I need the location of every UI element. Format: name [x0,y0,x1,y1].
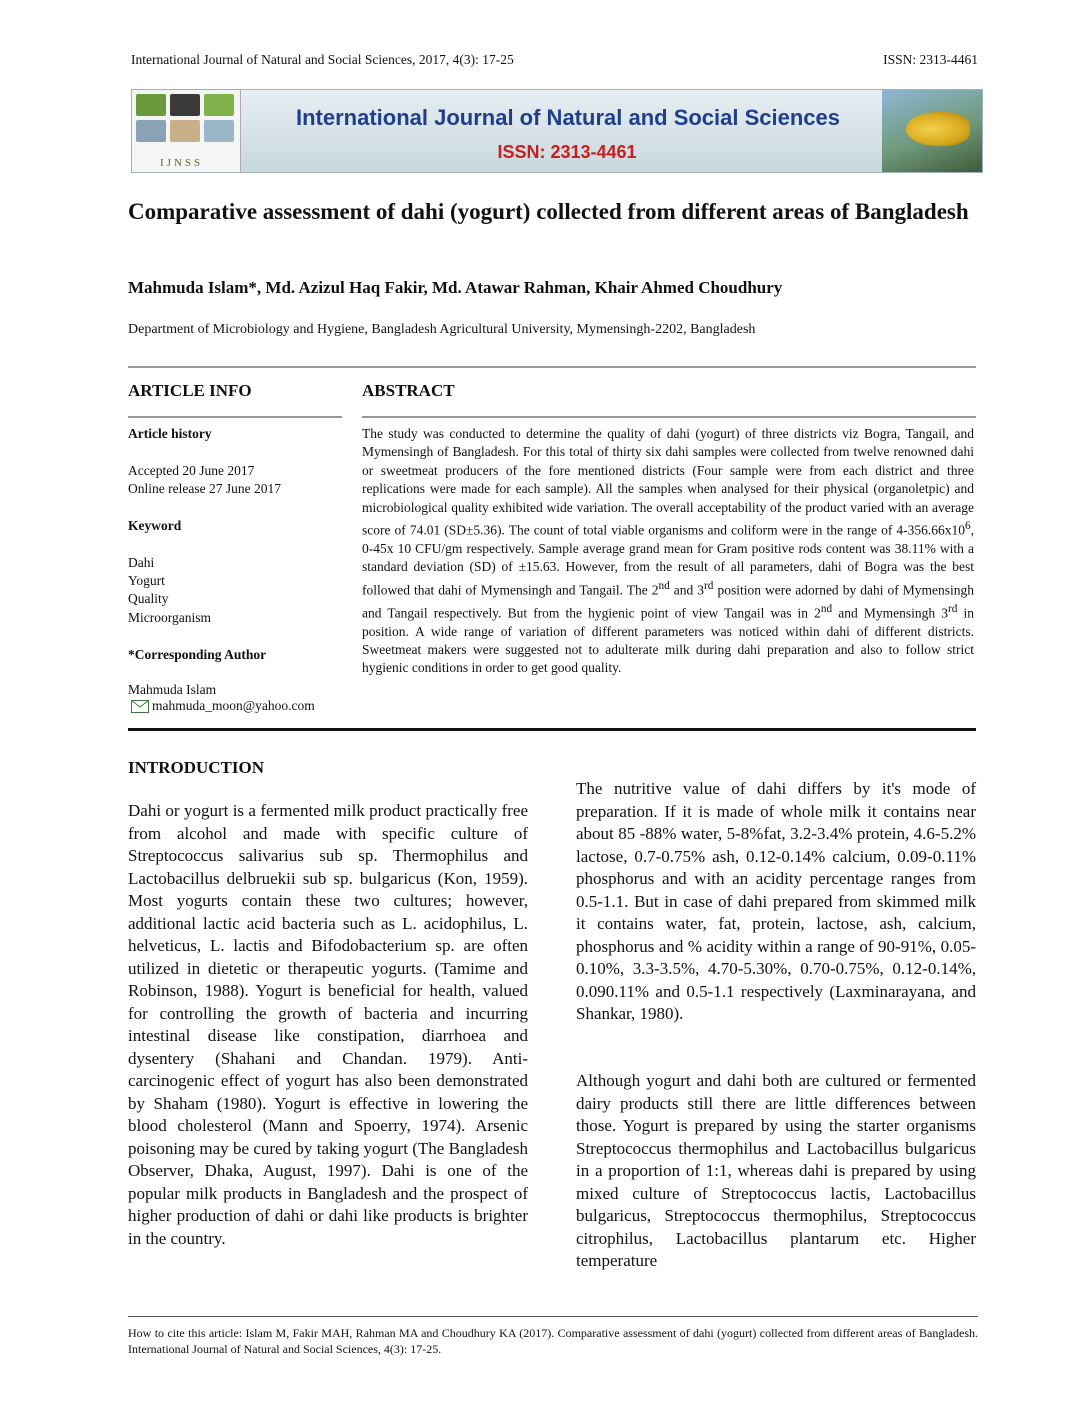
plant-image-icon [204,94,234,116]
banner-logo-collage [132,90,241,172]
lab-image-icon [204,120,234,142]
people-image-icon [170,120,200,142]
online-release-date: Online release 27 June 2017 [128,481,281,496]
running-issn: ISSN: 2313-4461 [883,52,978,67]
author-list: Mahmuda Islam*, Md. Azizul Haq Fakir, Md. Atawar Rahman, Khair Ahmed Choudhury [128,278,783,297]
corresponding-email[interactable]: mahmuda_moon@yahoo.com [152,698,315,713]
introduction-heading: INTRODUCTION [128,758,265,777]
introduction-right-paragraph-2: Although yogurt and dahi both are cultured or fermented dairy products still there are little differences between those. Yogurt is prepared by using the starter organisms Streptococcus thermophilus and Lactobacillus bulgaricus in a proportion of 1:1, whereas dahi is prepared by using mixed culture of Streptococcus lactis, Lactobacillus bulgaricus, Streptococcus thermophilus, Streptococcus citrophilus, Lactobacillus plantarum etc. Higher temperature [576,1071,976,1270]
envelope-icon [131,700,149,713]
running-title: International Journal of Natural and Social Sciences, 2017, 4(3): 17-25 [131,52,514,67]
accepted-date: Accepted 20 June 2017 [128,463,255,478]
banner-title: International Journal of Natural and Social Sciences [295,105,841,130]
article-info-rule [128,416,342,418]
keyword-heading: Keyword [128,518,182,533]
article-history-heading: Article history [128,426,212,441]
article-title: Comparative assessment of dahi (yogurt) collected from different areas of Bangladesh [128,199,969,224]
banner-photo [882,90,982,172]
abstract-rule [362,416,976,418]
banner-issn: ISSN: 2313-4461 [497,142,637,162]
introduction-left-paragraph: Dahi or yogurt is a fermented milk product practically free from alcohol and made with specific culture of Streptococcus salivarius sub sp. Thermophilus and Lactobacillus delbruekii sub sp. bulgaricus (Kon, 1959). Most yogurts contain these two cultures; however, additional lactic acid bacteria such as L. acidophilus, L. helveticus, L. lactis and Bifodobacterium sp. are often utilized in dietetic or therapeutic yogurts. (Tamime and Robinson, 1988). Yogurt is beneficial for health, valued for controlling the growth of bacteria and incurring intestinal disease like constipation, diarrhoea and dysentery (Shahani and Chandan. 1979). Anti-carcinogenic effect of yogurt has also been demonstrated by Shaham (1980). Yogurt is effective in lowering the blood cholesterol (Mann and Spoerry, 1974). Arsenic poisoning may be cured by taking yogurt (The Bangladesh Observer, Dhaka, August, 1997). Dahi is one of the popular milk products in Bangladesh and the prospect of higher production of dahi or dahi like products is brighter in the country. [128,801,528,1248]
fish-photo-icon [906,112,970,146]
animal-image-icon [170,94,200,116]
banner-abbreviation: IJNSS [160,157,204,169]
abstract-text: The study was conducted to determine the quality of dahi (yogurt) of three districts viz Bogra, Tangail, and Mymensingh of Bangladesh. For this total of thirty six dahi samples were collected from twelve renowned dahi or sweetmeat producers of the fore mentioned districts (Four sample were from each district and three replications were made for each sample). All the samples when analysed for their physical (organoletpic) and microbiological quality exhibited wide variation. The overall acceptability of the product varied with an average score of 74.01 (SD±5.36). The count of total viable organisms and coliform were in the range of $4-356.66x10^6$, 0-45x 10 CFU/gm respectively. Sample average grand mean for Gram positive rods content was 38.11% with a standard deviation (SD) of ±15.63. However, from the result of all parameters, dahi of Bogra was the best followed that dahi of Mymensingh and Tangail. The 2nd and 3rd position were adorned by dahi of Mymensingh and Tangail respectively. But from the hygienic point of view Tangail was in 2nd and Mymensingh 3rd in position. A wide range of variation of different parameters was noticed within dahi of different districts. Sweetmeat makers were suggested not to adulterate milk during dahi preparation and also to follow strict hygienic conditions in order to get good quality. [362,426,974,676]
abstract-bottom-rule [128,728,976,731]
footer-rule [128,1316,978,1317]
keyword-item: Dahi [128,555,155,570]
article-info-heading: ARTICLE INFO [128,381,252,400]
introduction-right-paragraph-1: The nutritive value of dahi differs by it's mode of preparation. If it is made of whole milk it contains near about 85 -88% water, 5-8%fat, 3.2-3.4% protein, 4.6-5.2% lactose, 0.7-0.75% ash, 0.12-0.14% calcium, 0.09-0.11% phosphorus and with an acidity percentage ranges from 0.5-1.1. But in case of dahi prepared from skimmed milk it contains water, fat, protein, lactose, ash, calcium, phosphorus and % acidity within a range of 90-91%, 0.05-0.10%, 3.3-3.5%, 4.70-5.30%, 0.70-0.75%, 0.12-0.14%, 0.090.11% and 0.5-1.1 respectively (Laxminarayana, and Shankar, 1980). [576,779,976,1023]
keyword-item: Yogurt [128,573,165,588]
citation-footer: How to cite this article: Islam M, Fakir MAH, Rahman MA and Choudhury KA (2017). Comparative assessment of dahi (yogurt) collected from different areas of Bangladesh. International Journal of Natural and Social Sciences, 4(3): 17-25. [128,1326,978,1356]
affiliation: Department of Microbiology and Hygiene, Bangladesh Agricultural University, Mymensingh-2202, Bangladesh [128,322,756,337]
fish-image-icon [136,120,166,142]
section-divider [128,366,976,368]
abstract-heading: ABSTRACT [362,381,455,400]
corresponding-author-heading: *Corresponding Author [128,647,267,662]
keyword-item: Quality [128,591,169,606]
corresponding-author-name: Mahmuda Islam [128,682,217,697]
corresponding-email-row [131,697,315,715]
journal-banner [131,89,983,173]
leaf-image-icon [136,94,166,116]
keyword-item: Microorganism [128,610,211,625]
